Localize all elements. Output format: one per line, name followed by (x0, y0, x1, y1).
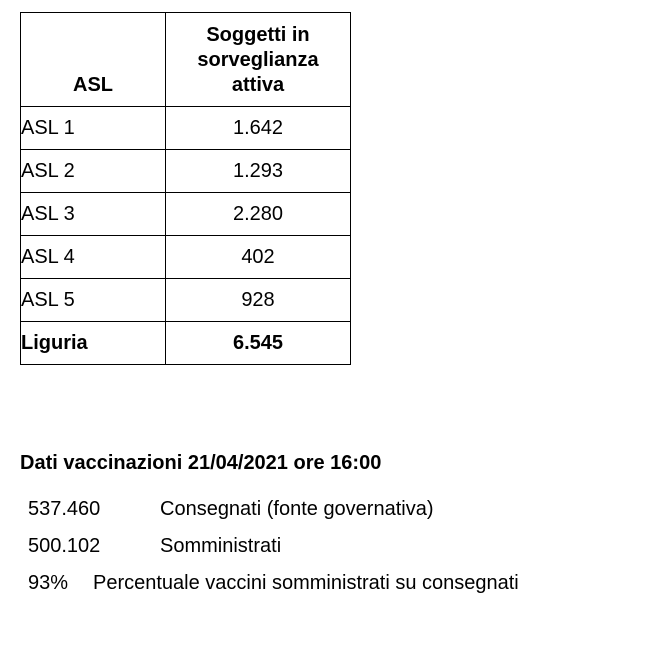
table-total-row (21, 322, 351, 365)
vaccination-title: Dati vaccinazioni 21/04/2021 ore 16:00 (20, 452, 382, 474)
header-asl: ASL (21, 13, 166, 107)
asl-name-cell: ASL 3 (21, 193, 166, 236)
total-value-cell: 6.545 (166, 322, 351, 365)
asl-value-cell: 1.293 (166, 150, 351, 193)
vaccination-value: 500.102 (28, 535, 101, 557)
vaccination-label: Consegnati (fonte governativa) (160, 498, 434, 520)
asl-value-cell: 402 (166, 236, 351, 279)
vaccination-item-somministrati (28, 535, 281, 558)
vaccination-label: Percentuale vaccini somministrati su consegnati (93, 572, 519, 594)
table-row (21, 279, 351, 322)
table-row (21, 236, 351, 279)
vaccination-value: 537.460 (28, 498, 101, 520)
asl-name-cell: ASL 1 (21, 107, 166, 150)
asl-surveillance-table (20, 12, 351, 365)
table-row (21, 107, 351, 150)
vaccination-item-consegnati (28, 498, 434, 521)
table-header-row (21, 13, 351, 107)
total-name-cell: Liguria (21, 322, 166, 365)
table-row (21, 193, 351, 236)
asl-value-cell: 2.280 (166, 193, 351, 236)
header-soggetti (166, 13, 351, 107)
vaccination-label: Somministrati (160, 535, 282, 557)
asl-name-cell: ASL 5 (21, 279, 166, 322)
asl-name-cell: ASL 2 (21, 150, 166, 193)
asl-value-cell: 1.642 (166, 107, 351, 150)
vaccination-item-percentuale (28, 572, 519, 595)
vaccination-value: 93% (28, 572, 69, 594)
asl-value-cell: 928 (166, 279, 351, 322)
table-row (21, 150, 351, 193)
asl-name-cell: ASL 4 (21, 236, 166, 279)
header-soggetti-label: Soggetti in sorveglianza attiva (197, 24, 319, 96)
